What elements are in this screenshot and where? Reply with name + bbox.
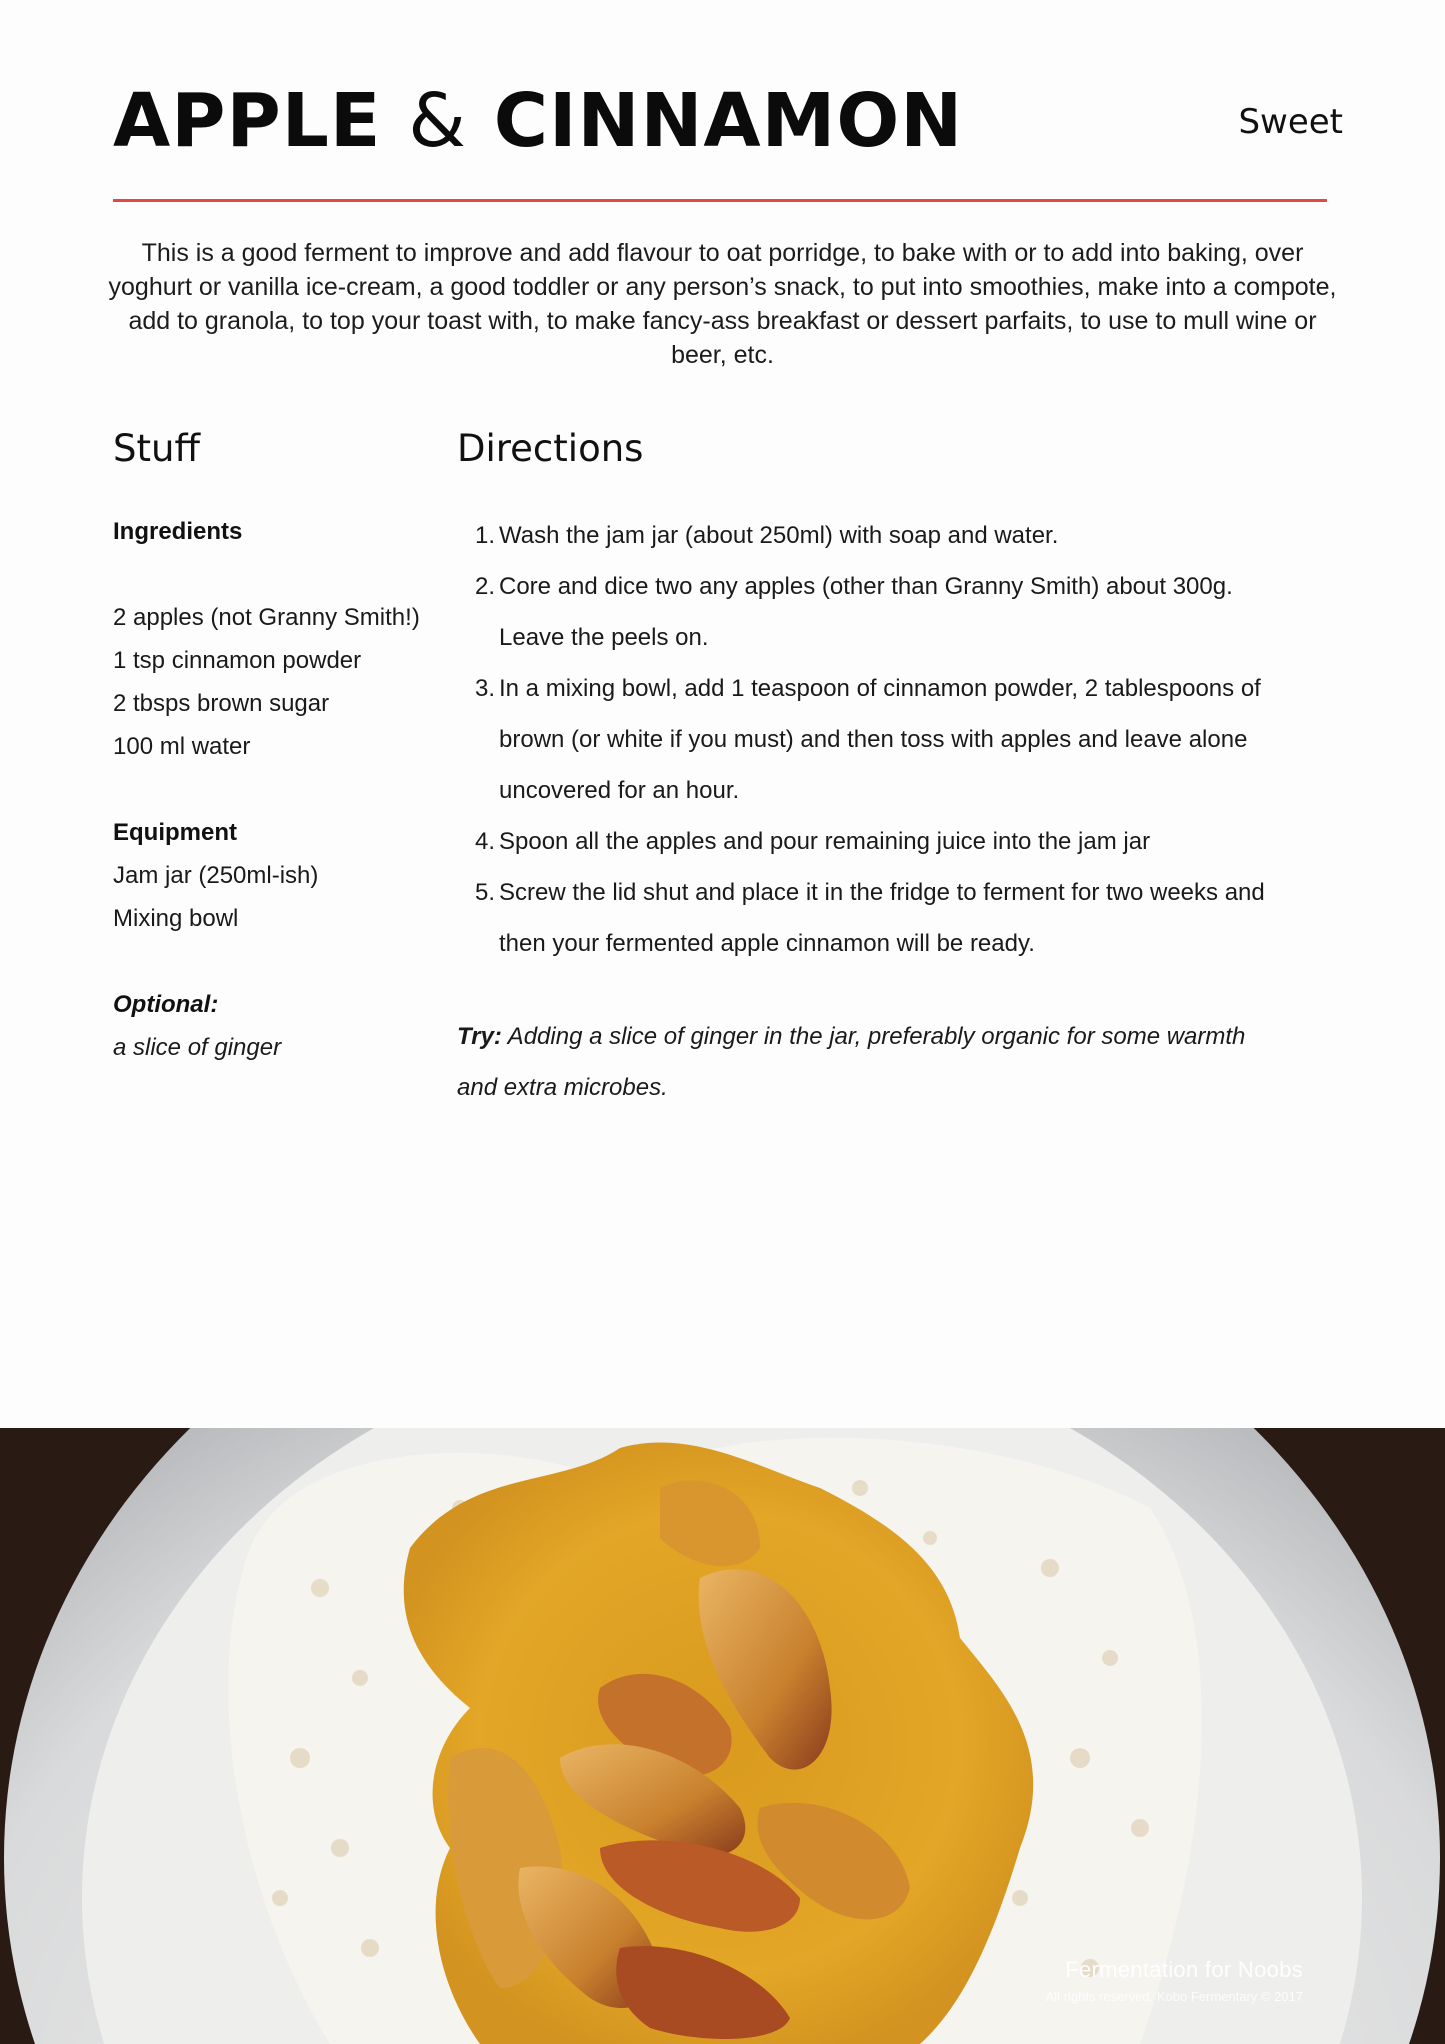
equipment-item: Jam jar (250ml-ish) bbox=[113, 862, 319, 889]
step-number: 1. bbox=[474, 522, 495, 549]
page-footer bbox=[1046, 1957, 1303, 2004]
directions-column bbox=[457, 424, 1287, 1113]
step-number: 5. bbox=[474, 879, 495, 906]
optional-item: a slice of ginger bbox=[113, 1034, 282, 1061]
direction-step bbox=[457, 816, 1287, 867]
stuff-body bbox=[113, 510, 433, 1069]
title-ampersand: & bbox=[408, 78, 467, 164]
title-divider bbox=[113, 199, 1327, 202]
ingredient-item: 1 tsp cinnamon powder bbox=[113, 647, 362, 674]
recipe-title bbox=[113, 78, 963, 164]
porridge-photo bbox=[0, 1428, 1445, 2044]
tip-note bbox=[457, 1011, 1287, 1113]
step-text: Core and dice two any apples (other than Granny Smith) about 300g. Leave the peels on. bbox=[499, 573, 1233, 651]
recipe-header bbox=[113, 78, 1343, 168]
optional-label: Optional: bbox=[113, 991, 219, 1018]
stuff-column bbox=[113, 424, 433, 1069]
title-part-1: APPLE bbox=[113, 78, 382, 164]
direction-step bbox=[457, 663, 1287, 816]
direction-step bbox=[457, 561, 1287, 663]
step-text: In a mixing bowl, add 1 teaspoon of cinnamon powder, 2 tablespoons of brown (or white if you must) and then toss with apples and leave alone uncovered for an hour. bbox=[499, 675, 1261, 804]
ingredient-item: 2 tbsps brown sugar bbox=[113, 690, 330, 717]
step-text: Screw the lid shut and place it in the fridge to ferment for two weeks and then your fermented apple cinnamon will be ready. bbox=[499, 879, 1265, 957]
direction-step bbox=[457, 867, 1287, 969]
tip-label: Try: bbox=[457, 1023, 502, 1050]
equipment-label: Equipment bbox=[113, 819, 237, 846]
step-text: Spoon all the apples and pour remaining juice into the jam jar bbox=[499, 828, 1151, 855]
directions-list bbox=[457, 510, 1287, 969]
directions-heading: Directions bbox=[457, 427, 644, 470]
recipe-category: Sweet bbox=[1238, 102, 1343, 142]
recipe-intro: This is a good ferment to improve and add flavour to oat porridge, to bake with or to add into baking, over yoghurt or vanilla ice-cream, a good toddler or any person’s snack, to put into smoothies, make into a compote, add to granola, to top your toast with, to make fancy-ass breakfast or dessert parfaits, to use to mull wine or beer, etc. bbox=[108, 239, 1337, 369]
step-number: 3. bbox=[474, 675, 495, 702]
title-part-2: CINNAMON bbox=[493, 78, 964, 164]
footer-copyright: All rights reserved. Kobo Fermentary © 2017 bbox=[1045, 1989, 1303, 2004]
ingredient-item: 2 apples (not Granny Smith!) bbox=[113, 604, 420, 631]
footer-brand: Fermentation for Noobs bbox=[1065, 1957, 1303, 1982]
ingredient-item: 100 ml water bbox=[113, 733, 251, 760]
tip-text: Adding a slice of ginger in the jar, preferably organic for some warmth and extra microbes. bbox=[457, 1023, 1246, 1101]
step-text: Wash the jam jar (about 250ml) with soap and water. bbox=[499, 522, 1059, 549]
porridge-bowl-illustration bbox=[0, 1428, 1445, 2044]
stuff-heading: Stuff bbox=[113, 427, 200, 470]
ingredients-label: Ingredients bbox=[113, 518, 243, 545]
step-number: 4. bbox=[474, 828, 495, 855]
step-number: 2. bbox=[474, 573, 495, 600]
direction-step bbox=[457, 510, 1287, 561]
equipment-item: Mixing bowl bbox=[113, 905, 239, 932]
